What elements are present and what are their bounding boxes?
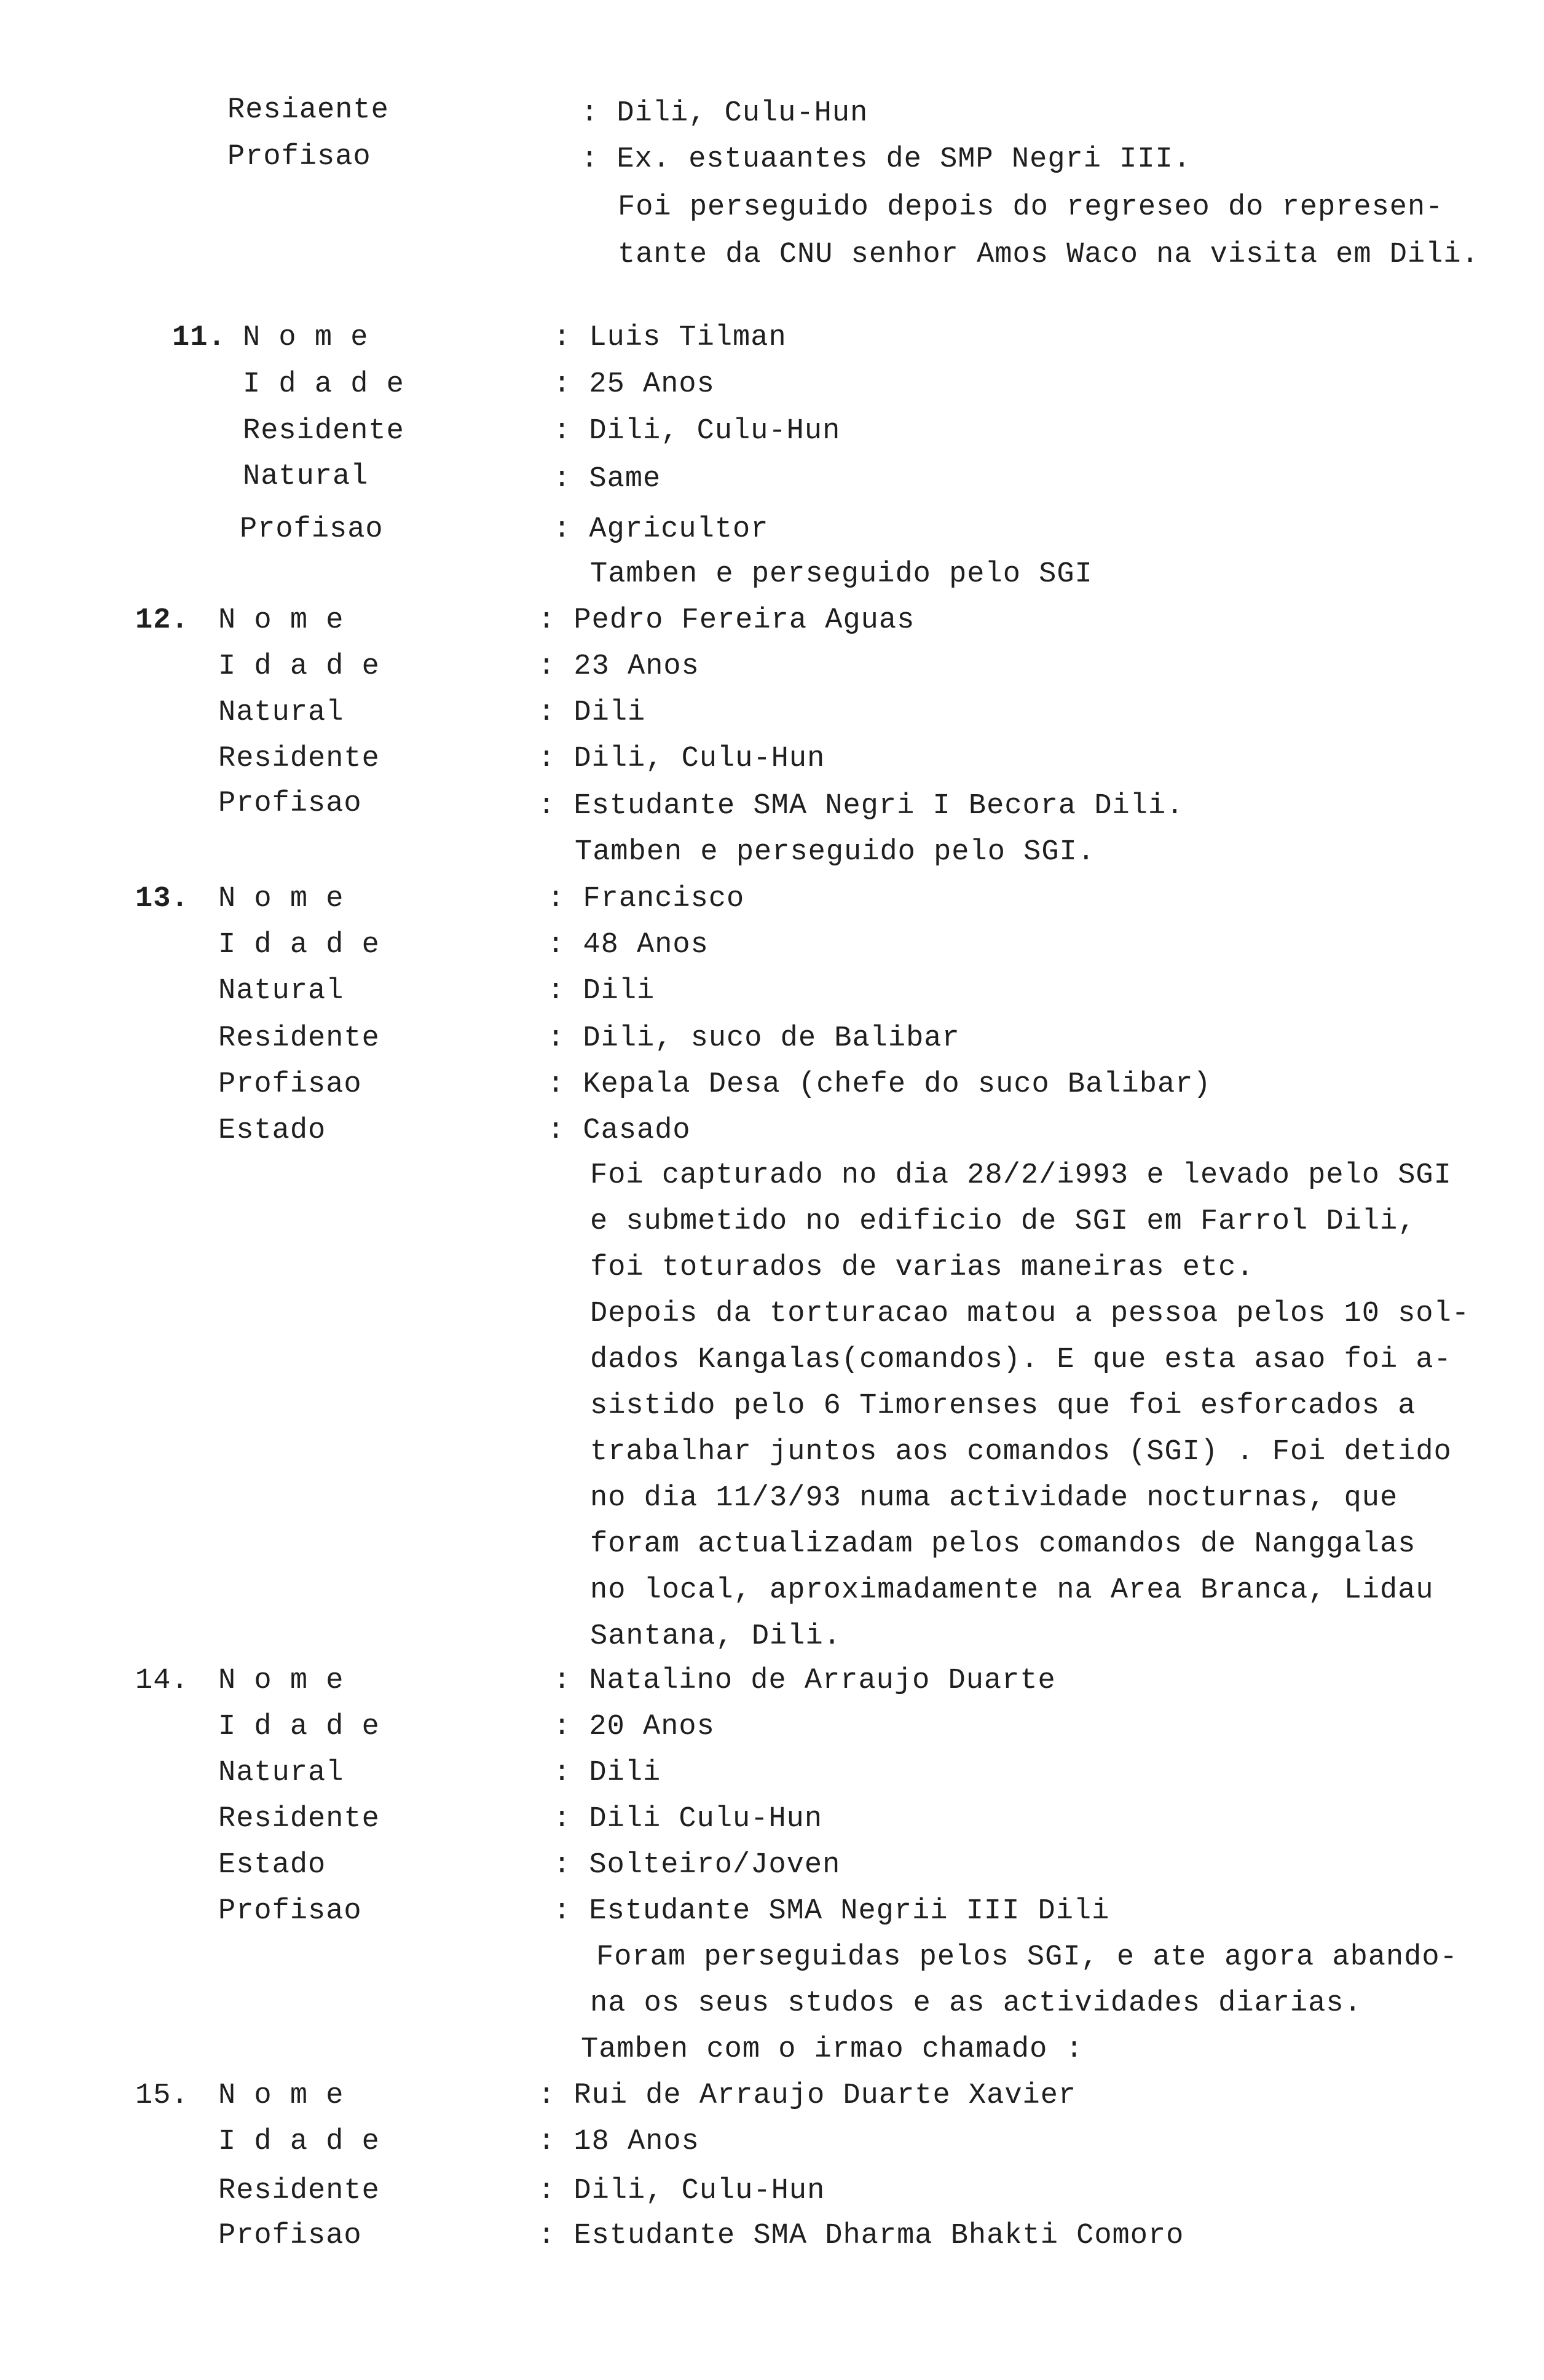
label-nome: N o m e (218, 604, 344, 637)
label-residente: Resiaente (227, 94, 389, 127)
label-profisao: Profisao (218, 1895, 362, 1928)
label-residente: Residente (218, 1803, 380, 1835)
value-natural: : Same (553, 463, 661, 495)
value-profisao: : Kepala Desa (chefe do suco Balibar) (547, 1068, 1211, 1101)
label-idade: I d a d e (218, 650, 380, 683)
note-line: trabalhar juntos aos comandos (SGI) . Foi detido (590, 1436, 1452, 1468)
value-residente: : Dili Culu-Hun (553, 1803, 823, 1835)
value-nome: : Pedro Fereira Aguas (538, 604, 915, 637)
label-estado: Estado (218, 1114, 326, 1147)
label-profisao: Profisao (227, 141, 371, 173)
label-estado: Estado (218, 1849, 326, 1882)
note-line: Tamben e perseguido pelo SGI (590, 558, 1093, 591)
value-residente: : Dili, Culu-Hun (553, 415, 841, 447)
value-natural: : Dili (553, 1757, 661, 1789)
value-profisao: : Estudante SMA Negrii III Dili (553, 1895, 1110, 1928)
note-line: e submetido no edificio de SGI em Farrol Dili, (590, 1205, 1416, 1238)
value-idade: : 48 Anos (547, 929, 709, 961)
label-profisao: Profisao (218, 1068, 362, 1101)
value-estado: : Casado (547, 1114, 691, 1147)
label-natural: Natural (218, 975, 344, 1007)
entry-number: 15. (135, 2079, 189, 2112)
value-idade: : 20 Anos (553, 1711, 715, 1743)
value-nome: : Luis Tilman (553, 321, 787, 354)
value-nome: : Francisco (547, 883, 745, 915)
label-profisao: Profisao (218, 787, 362, 820)
entry-number: 13. (135, 883, 189, 915)
note-line: Foi capturado no dia 28/2/i993 e levado pelo SGI (590, 1159, 1452, 1192)
note-line: Foi perseguido depois do regreseo do represen- (618, 191, 1444, 224)
value-idade: : 25 Anos (553, 368, 715, 401)
note-line: no dia 11/3/93 numa actividade nocturnas, que (590, 1482, 1398, 1515)
note-line: no local, aproximadamente na Area Branca, Lidau (590, 1574, 1434, 1607)
note-line: dados Kangalas(comandos). E que esta asao foi a- (590, 1344, 1452, 1376)
note-line: Santana, Dili. (590, 1620, 841, 1653)
note-line: foi toturados de varias maneiras etc. (590, 1251, 1254, 1284)
note-line: sistido pelo 6 Timorenses que foi esforcados a (590, 1390, 1416, 1422)
value-idade: : 23 Anos (538, 650, 699, 683)
label-residente: Residente (218, 743, 380, 775)
label-profisao: Profisao (218, 2220, 362, 2252)
note-line: na os seus studos e as actividades diarias. (590, 1987, 1362, 2020)
label-idade: I d a d e (218, 929, 380, 961)
label-residente: Residente (218, 2175, 380, 2207)
label-idade: I d a d e (218, 1711, 380, 1743)
label-natural: Natural (243, 460, 369, 493)
entry-number: 14. (135, 1665, 189, 1697)
value-estado: : Solteiro/Joven (553, 1849, 841, 1882)
label-residente: Residente (218, 1022, 380, 1055)
label-residente: Residente (243, 415, 404, 447)
value-profisao: : Estudante SMA Dharma Bhakti Comoro (538, 2220, 1184, 2252)
note-line: Tamben com o irmao chamado : (581, 2033, 1084, 2066)
value-nome: : Natalino de Arraujo Duarte (553, 1665, 1056, 1697)
value-natural: : Dili (538, 696, 646, 729)
note-line: Depois da torturacao matou a pessoa pelos 10 sol- (590, 1298, 1470, 1330)
label-natural: Natural (218, 696, 344, 729)
label-nome: N o m e (243, 321, 369, 354)
value-residente: : Dili, suco de Balibar (547, 1022, 960, 1055)
note-line: tante da CNU senhor Amos Waco na visita em Dili. (618, 238, 1479, 271)
label-idade: I d a d e (218, 2126, 380, 2158)
value-idade: : 18 Anos (538, 2126, 699, 2158)
note-line: foram actualizadam pelos comandos de Nanggalas (590, 1528, 1416, 1561)
label-nome: N o m e (218, 1665, 344, 1697)
value-residente: : Dili, Culu-Hun (581, 97, 868, 130)
label-nome: N o m e (218, 883, 344, 915)
label-profisao: Profisao (240, 513, 384, 546)
value-natural: : Dili (547, 975, 655, 1007)
value-residente: : Dili, Culu-Hun (538, 2175, 825, 2207)
label-natural: Natural (218, 1757, 344, 1789)
value-profisao: : Ex. estuaantes de SMP Negri III. (581, 143, 1191, 176)
value-residente: : Dili, Culu-Hun (538, 743, 825, 775)
entry-number: 12. (135, 604, 189, 637)
label-idade: I d a d e (243, 368, 404, 401)
label-nome: N o m e (218, 2079, 344, 2112)
note-line: Tamben e perseguido pelo SGI. (575, 836, 1095, 869)
note-line: Foram perseguidas pelos SGI, e ate agora abando- (596, 1941, 1458, 1974)
entry-number: 11. (172, 321, 226, 354)
value-nome: : Rui de Arraujo Duarte Xavier (538, 2079, 1077, 2112)
value-profisao: : Estudante SMA Negri I Becora Dili. (538, 790, 1184, 822)
value-profisao: : Agricultor (553, 513, 769, 546)
